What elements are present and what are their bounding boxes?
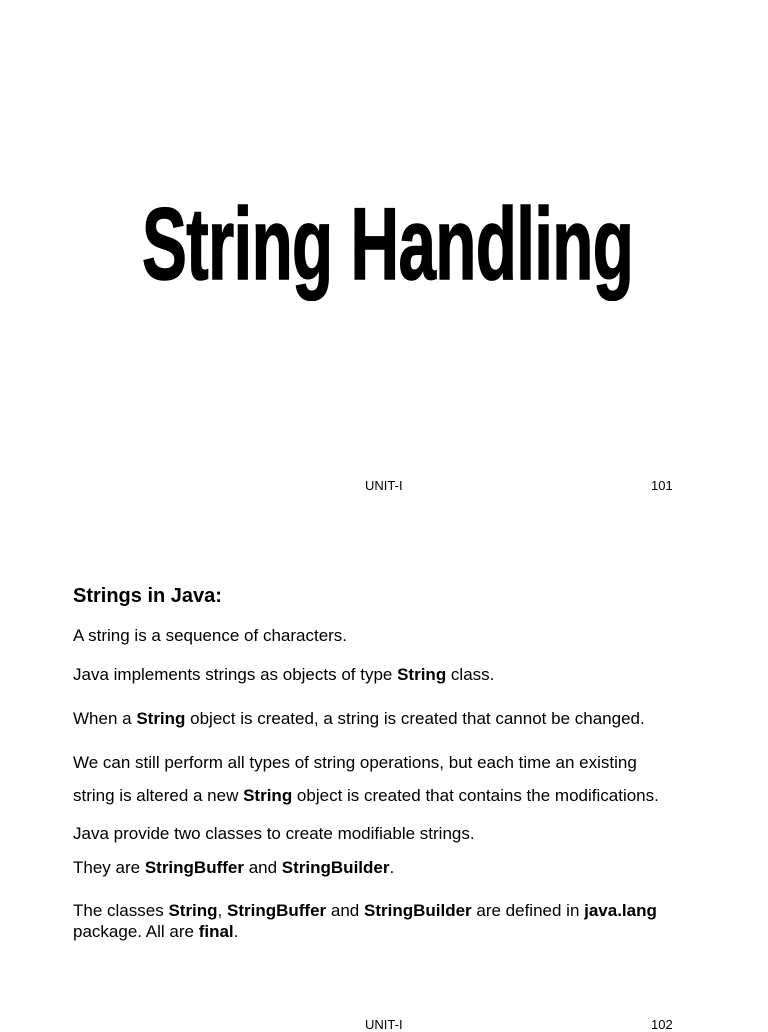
paragraph-operations-line1: We can still perform all types of string operations, but each time an existing bbox=[73, 753, 637, 772]
paragraph-immutability: When a String object is created, a string is created that cannot be changed. bbox=[73, 709, 645, 728]
paragraph-modifiable: Java provide two classes to create modifiable strings. bbox=[73, 824, 475, 843]
section-heading: Strings in Java: bbox=[73, 585, 222, 607]
footer-page-number: 102 bbox=[651, 1017, 673, 1032]
content-page bbox=[0, 540, 768, 1032]
paragraph-package: The classes String, StringBuffer and StringBuilder are defined in java.lang package. All are final. bbox=[73, 901, 657, 942]
paragraph-implementation: Java implements strings as objects of type String class. bbox=[73, 665, 495, 684]
paragraph-operations-line2: string is altered a new String object is created that contains the modifications. bbox=[73, 786, 659, 805]
paragraph-definition: A string is a sequence of characters. bbox=[73, 626, 348, 645]
page-title: String Handling bbox=[142, 187, 634, 301]
footer-page-number: 101 bbox=[651, 478, 673, 493]
paragraph-classes: They are StringBuffer and StringBuilder. bbox=[73, 858, 395, 877]
footer-unit: UNIT-I bbox=[365, 478, 403, 493]
footer-unit: UNIT-I bbox=[365, 1017, 403, 1032]
